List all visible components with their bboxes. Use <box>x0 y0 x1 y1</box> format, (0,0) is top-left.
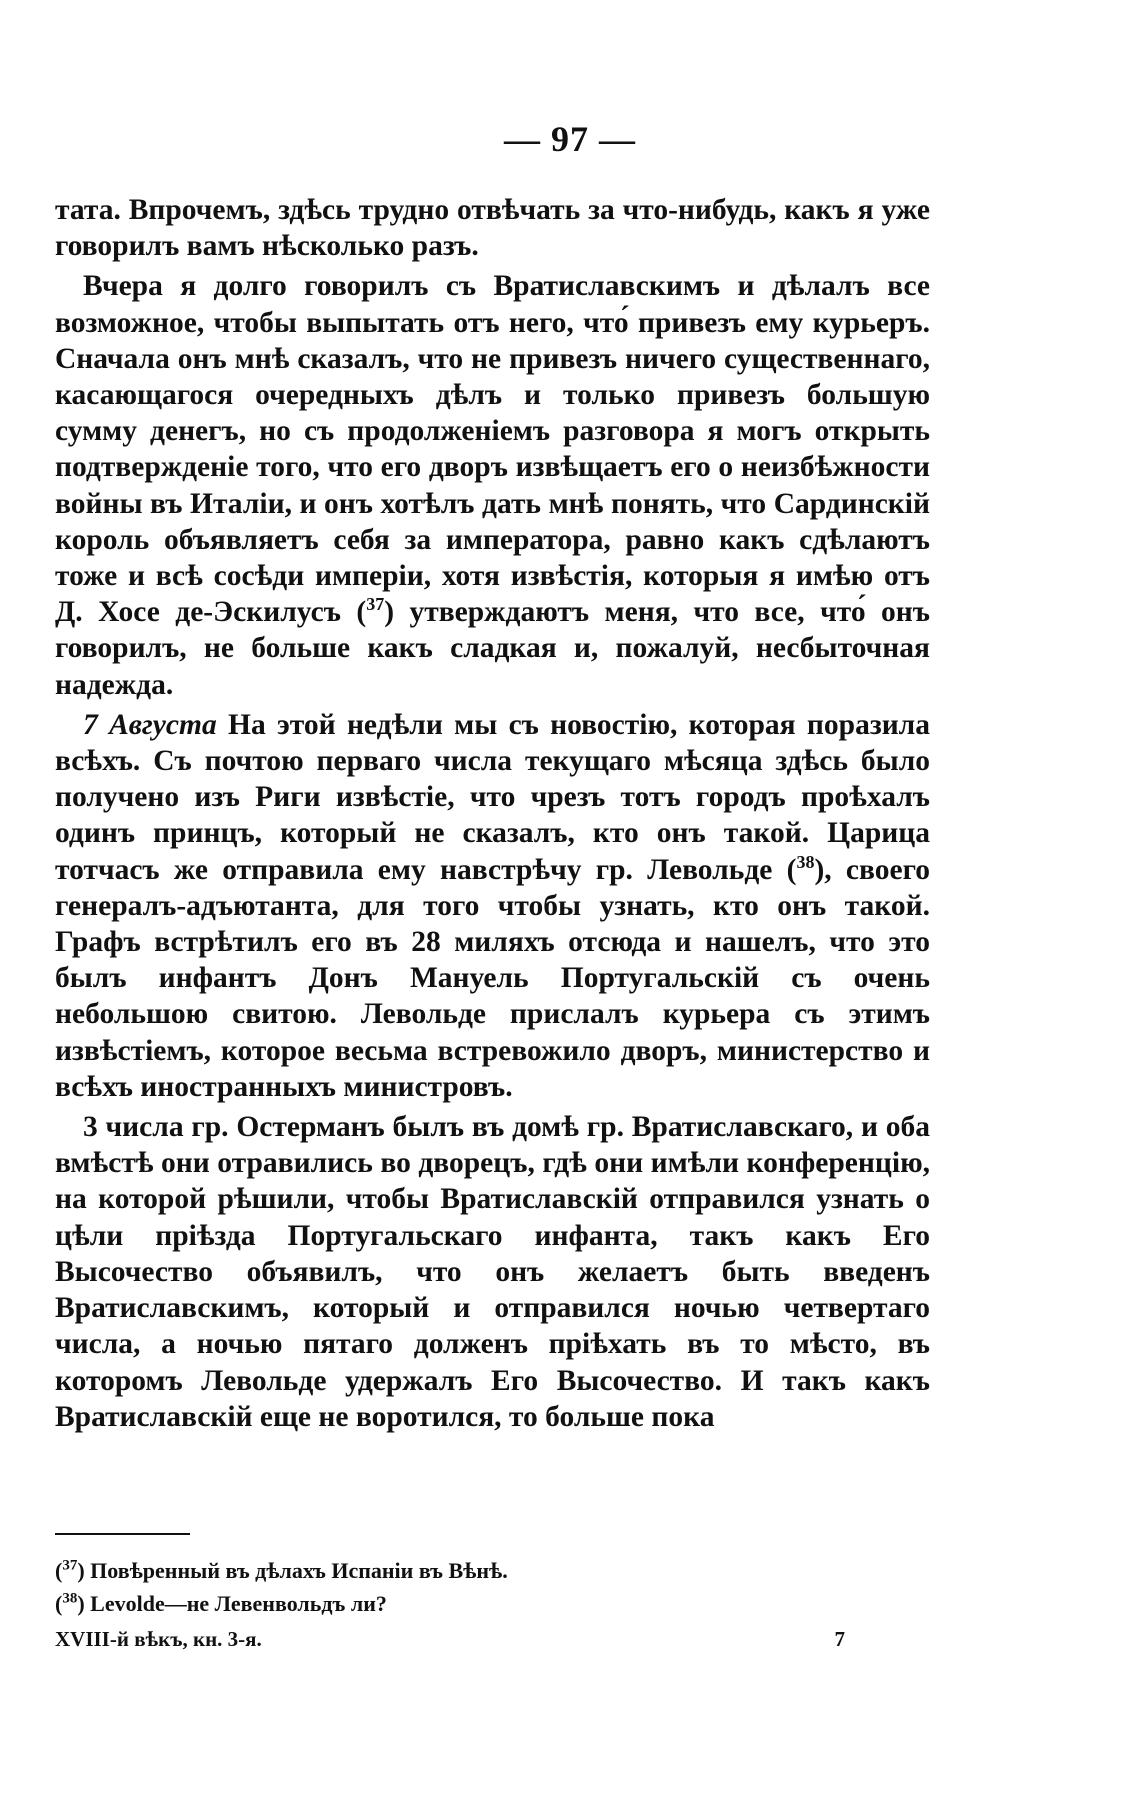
signature-line <box>55 1627 845 1652</box>
footnote-ref-38: 38 <box>796 851 815 872</box>
footnote-number: 37 <box>62 1557 78 1574</box>
footnote-item: ($^{38}$) Levolde—не Левенвольдъ ли? <box>55 1590 387 1616</box>
main-text <box>55 192 930 1437</box>
paragraph-3-part-b: ), своего генералъ-адъютанта, для того чтобы узнать, кто онъ такой. Графъ встрѣтилъ его въ 28 миляхъ отсюда и нашелъ, что это былъ инфантъ Донъ Мануель Португальскій съ очень небольшою свитою. Левольде прислалъ курьера съ этимъ извѣстіемъ, которое весьма встревожило дворъ, министерство и всѣхъ иностранныхъ министровъ. <box>55 853 930 1103</box>
footnote-item: ($^{37}$) Повѣренный въ дѣлахъ Испаніи въ Вѣнѣ. <box>55 1557 508 1583</box>
footnote-number: 38 <box>62 1590 78 1607</box>
footnotes <box>55 1554 930 1620</box>
footnote-text: ) Повѣренный въ дѣлахъ Испаніи въ Вѣнѣ. <box>77 1558 508 1583</box>
paragraph-1: тата. Впрочемъ, здѣсь трудно отвѣчать за что-нибудь, какъ я уже говорилъ вамъ нѣсколько разъ. <box>55 194 930 263</box>
page-number: — 97 — <box>504 119 636 159</box>
paragraph-4: 3 числа гр. Остерманъ былъ въ домѣ гр. Вратиславскаго, и оба вмѣстѣ они отравились во дворецъ, гдѣ они имѣли конференцію, на которой рѣшили, чтобы Вратиславскій отправился узнать о цѣли пріѣзда Португальскаго инфанта, такъ какъ Его Высочество объявилъ, что онъ желаетъ быть введенъ Вратиславскимъ, который и отправился ночью четвертаго числа, а ночью пятаго долженъ пріѣхать въ то мѣсто, въ которомъ Левольде удержалъ Его Высочество. И такъ какъ Вратиславскій еще не воротился, то больше пока <box>55 1111 930 1433</box>
footnote-ref-37: 37 <box>366 594 385 615</box>
footnote-divider <box>55 1533 190 1535</box>
paragraph-2 <box>55 268 930 702</box>
footnote-text: ) Levolde—не Левенвольдъ ли? <box>77 1591 387 1616</box>
paragraph-3-part-a: На этой недѣли мы съ новостію, которая поразила всѣхъ. Съ почтою перваго числа текущаго мѣсяца здѣсь было получено изъ Риги извѣстіе, что чрезъ тотъ городъ проѣхалъ одинъ принцъ, который не сказалъ, кто онъ такой. Царица тотчасъ же отправила ему навстрѣчу гр. Левольде ( <box>55 708 930 886</box>
date-heading: 7 Августа <box>83 708 217 741</box>
paragraph-2-part-b: ) утверждаютъ меня, что все, что́ онъ говорилъ, не больше какъ сладкая и, пожалуй, несбыточная надежда. <box>55 596 930 701</box>
signature-label: XVIII-й вѣкъ, кн. 3-я. <box>55 1627 262 1651</box>
paragraph-2-part-a: Вчера я долго говорилъ съ Вратиславскимъ и дѣлалъ все возможное, чтобы выпытать отъ него, что́ привезъ ему курьеръ. Сначала онъ мнѣ сказалъ, что не привезъ ничего существеннаго, касающагося очередныхъ дѣлъ и только привезъ большую сумму денегъ, но съ продолженіемъ разговора я могъ открыть подтвержденіе того, что его дворъ извѣщаетъ его о неизбѣжности войны въ Италіи, и онъ хотѣлъ дать мнѣ понять, что Сардинскій король объявляетъ себя за императора, равно какъ сдѣлаютъ тоже и всѣ сосѣди имперіи, хотя извѣстія, которыя я имѣю отъ Д. Хосе де-Эскилусъ ( <box>55 270 930 629</box>
signature-sheet: 7 <box>834 1627 845 1651</box>
paragraph-3 <box>55 707 930 1105</box>
